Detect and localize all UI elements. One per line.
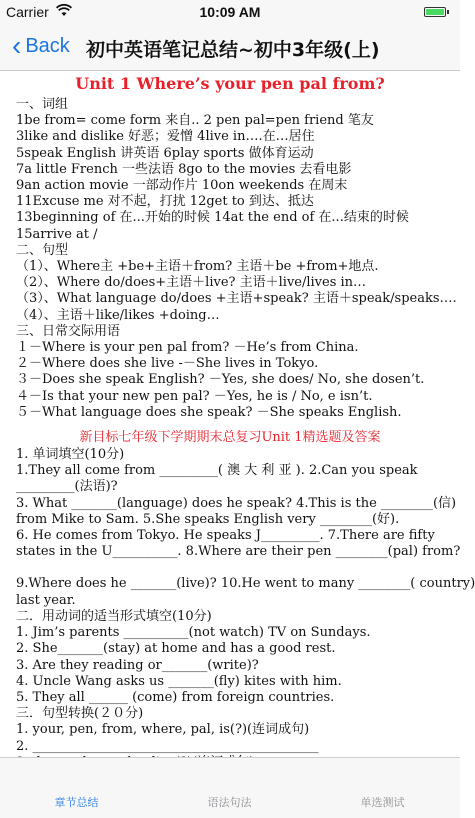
- note-line: 7a little French 一些法语 8go to the movies 去看电影: [16, 161, 352, 177]
- exercise-list: [0, 447, 475, 771]
- tab-bar: [0, 757, 460, 818]
- note-line: 13beginning of 在...开始的时候 14at the end of 在...结束的时候: [16, 210, 409, 226]
- battery-tip: [447, 10, 449, 14]
- note-line: ２－Where does she live -－She lives in Tokyo.: [16, 356, 319, 372]
- note-line: １－Where is your pen pal from? －He’s from China.: [16, 340, 359, 356]
- exercise-line: 1.They all come from _________( 澳 大 利 亚 ). 2.Can you speak: [16, 463, 418, 479]
- navigation-bar: [0, 24, 460, 71]
- note-line: 5speak English 讲英语 6play sports 做体育运动: [16, 145, 314, 161]
- note-line: （3）、What language do/does +主语+speak? 主语＋speak/speaks….: [16, 291, 457, 307]
- note-line: 1be from= come form 来自.. 2 pen pal=pen friend 笔友: [16, 113, 374, 129]
- note-line: 三、日常交际用语: [16, 323, 121, 339]
- exercise-line: 2. ____________________________________________: [16, 738, 319, 754]
- note-line: 二、句型: [16, 242, 69, 258]
- exercise-line: 3. Are they reading or_______(write)?: [16, 657, 259, 673]
- notes-content[interactable]: [0, 71, 475, 758]
- exercise-line: from Mike to Sam. 5.She speaks English very ________(好).: [16, 511, 400, 527]
- exercise-line: 2. She_______(stay) at home and has a good rest.: [16, 641, 336, 657]
- exercise-line: 1. 单词填空(10分): [16, 447, 125, 463]
- exercise-line: 三．句型转换(２０分): [16, 706, 144, 722]
- page-title: 初中英语笔记总结~初中3年级(上): [86, 39, 380, 61]
- back-label: Back: [25, 34, 70, 57]
- note-line: ５－What language does she speak? －She speaks English.: [16, 404, 402, 420]
- note-line: （4）、主语＋like/likes +doing…: [16, 307, 220, 323]
- note-line: ３－Does she speak English? －Yes, she does/ No, she dosen’t.: [16, 372, 425, 388]
- exercise-line: 1. Jim’s parents __________(not watch) TV on Sundays.: [16, 625, 371, 641]
- exercise-line: 5. They all ______ (come) from foreign countries.: [16, 689, 335, 705]
- exercise-line: last year.: [16, 592, 76, 608]
- exercise-line: 1. your, pen, from, where, pal, is(?)(连词成句): [16, 722, 310, 738]
- exercise-line: 二．用动词的适当形式填空(10分): [16, 608, 212, 624]
- exercise-line: 6. He comes from Tokyo. He speaks J_________. 7.There are fifty: [16, 528, 435, 544]
- note-line: 9an action movie 一部动作片 10on weekends 在周末: [16, 178, 348, 194]
- chevron-left-icon: ‹: [12, 30, 22, 61]
- note-line: 15arrive at /: [16, 226, 98, 242]
- tab-chapter-summary[interactable]: 章节总结: [54, 796, 99, 809]
- exercise-line: 3. What _______(language) does he speak? 4.This is the ________(信): [16, 495, 457, 511]
- note-line: ４－Is that your new pen pal? －Yes, he is / No, e isn’t.: [16, 388, 373, 404]
- note-line: 3like and dislike 好恶；爱憎 4live in….在…居住: [16, 129, 315, 145]
- tab-quiz[interactable]: 单选测试: [360, 796, 405, 809]
- section-title: Unit 1 Where’s your pen pal from?: [75, 74, 385, 93]
- exercise-line: 9.Where does he _______(live)? 10.He went to many ________( country): [16, 576, 475, 592]
- exercise-line: 4. Uncle Wang asks us _______(fly) kites with him.: [16, 673, 342, 689]
- status-bar: [0, 0, 460, 24]
- exercise-line: _________(法语)?: [16, 479, 118, 495]
- note-line: 一、词组: [16, 97, 69, 112]
- note-line: （2）、Where do/does+主语＋live? 主语＋live/lives in…: [16, 275, 367, 291]
- battery-icon: [424, 7, 446, 17]
- status-time: 10:09 AM: [199, 4, 261, 20]
- exercise-line: [16, 560, 446, 576]
- tab-grammar[interactable]: 语法句法: [207, 796, 252, 809]
- carrier-label: Carrier: [6, 4, 49, 20]
- exercise-line: states in the U__________. 8.Where are their pen ________(pal) from?: [16, 544, 461, 560]
- exercise-title: 新目标七年级下学期期末总复习Unit 1精选题及答案: [79, 430, 381, 446]
- note-line: 11Excuse me 对不起，打扰 12get to 到达、抵达: [16, 194, 314, 210]
- back-button[interactable]: [12, 30, 70, 61]
- note-line: （1）、Where主 +be+主语＋from? 主语＋be +from+地点.: [16, 259, 379, 275]
- section-notes: [0, 97, 460, 421]
